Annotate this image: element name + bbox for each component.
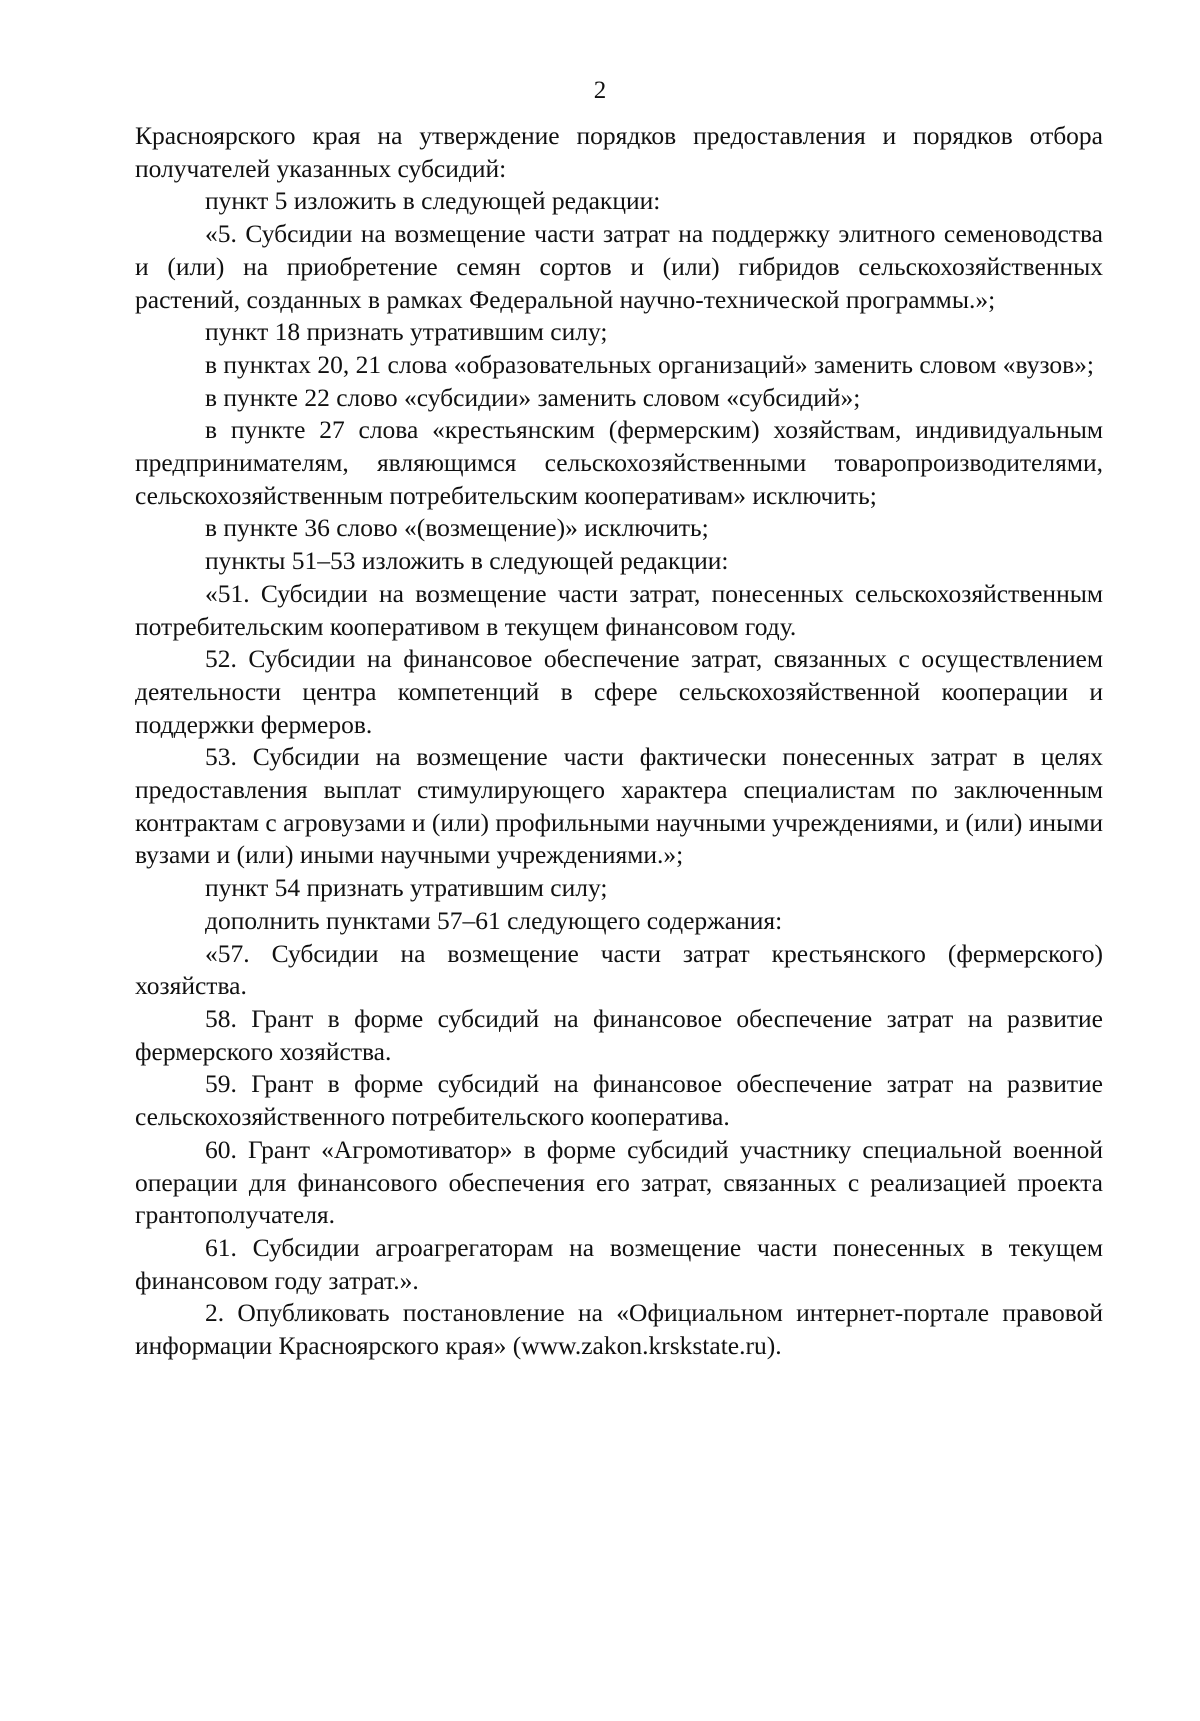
paragraph: в пунктах 20, 21 слова «образовательных организаций» заменить словом «вузов»; [205,349,1094,379]
paragraph: 2. Опубликовать постановление на «Официальном интернет-портале правовой информации Красноярского края» (www.zakon.krskstate.ru). [135,1298,1103,1361]
paragraph: 53. Субсидии на возмещение части фактически понесенных затрат в целях предоставления выплат стимулирующего характера специалистам по заключенным контрактам с агровузами и (или) профильными научными учреждениями, и (или) иными вузами и (или) иными научными учреждениями.»; [135,742,1103,870]
paragraph: в пункте 36 слово «(возмещение)» исключить; [205,513,709,543]
paragraph: 59. Грант в форме субсидий на финансовое обеспечение затрат на развитие сельскохозяйственного потребительского кооператива. [135,1069,1103,1132]
paragraph: 61. Субсидии агроагрегаторам на возмещение части понесенных в текущем финансовом году затрат.». [135,1232,1103,1295]
paragraph: 60. Грант «Агромотиватор» в форме субсидий участнику специальной военной операции для финансового обеспечения его затрат, связанных с реализацией проекта грантополучателя. [135,1134,1103,1230]
paragraph: в пункте 27 слова «крестьянским (фермерским) хозяйствам, индивидуальным предпринимателям, являющимся сельскохозяйственными товаропроизводителями, сельскохозяйственным потребительским кооперативам» исключить; [135,415,1103,510]
paragraph: пункт 5 изложить в следующей редакции: [205,186,661,216]
paragraph: в пункте 22 слово «субсидии» заменить словом «субсидий»; [205,382,861,412]
paragraph: пункт 18 признать утратившим силу; [205,317,608,347]
paragraph: «5. Субсидии на возмещение части затрат на поддержку элитного семеноводства и (или) на приобретение семян сортов и (или) гибридов сельскохозяйственных растений, созданных в рамках Федеральной научно-технической программы.»; [135,219,1103,314]
paragraph: дополнить пунктами 57–61 следующего содержания: [205,905,783,935]
paragraph: «57. Субсидии на возмещение части затрат крестьянского (фермерского) хозяйства. [135,938,1103,1001]
paragraph: «51. Субсидии на возмещение части затрат, понесенных сельскохозяйственным потребительским кооперативом в текущем финансовом году. [135,578,1103,641]
paragraph: 58. Грант в форме субсидий на финансовое обеспечение затрат на развитие фермерского хозяйства. [135,1003,1103,1066]
document-body [135,120,1103,1363]
paragraph: 52. Субсидии на финансовое обеспечение затрат, связанных с осуществлением деятельности центра компетенций в сфере сельскохозяйственной кооперации и поддержки фермеров. [135,644,1103,739]
page-number: 2 [593,77,607,104]
paragraph: пункт 54 признать утратившим силу; [205,873,608,903]
paragraph: пункты 51–53 изложить в следующей редакции: [205,546,729,576]
paragraph-continuation: Красноярского края на утверждение порядков предоставления и порядков отбора получателей указанных субсидий: [135,121,1103,183]
